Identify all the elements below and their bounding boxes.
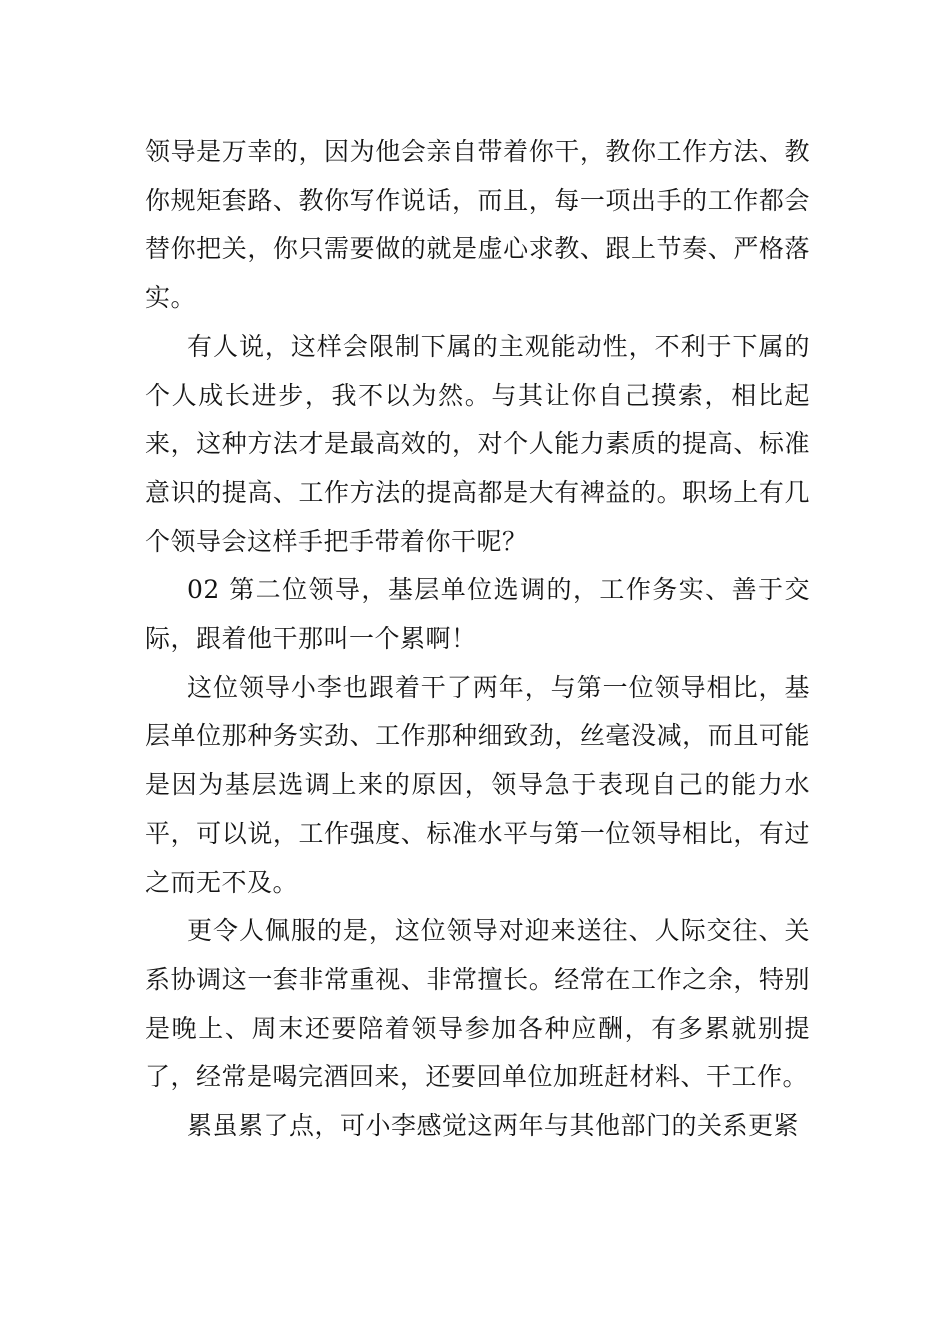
- paragraph-3: 02 第二位领导，基层单位选调的，工作务实、善于交际，跟着他干那叫一个累啊！: [145, 575, 810, 654]
- paragraph-5: 更令人佩服的是，这位领导对迎来送往、人际交往、关系协调这一套非常重视、非常擅长。经常在工作之余，特别是晚上、周末还要陪着领导参加各种应酬，有多累就别提了，经常是喝完酒回来，还要回单位加班赶材料、干工作。: [145, 916, 810, 1092]
- paragraph-4: 这位领导小李也跟着干了两年，与第一位领导相比，基层单位那种务实劲、工作那种细致劲，丝毫没减，而且可能是因为基层选调上来的原因，领导急于表现自己的能力水平，可以说，工作强度、标准水平与第一位领导相比，有过之而无不及。: [145, 672, 810, 897]
- paragraph-6: 累虽累了点，可小李感觉这两年与其他部门的关系更紧: [187, 1111, 800, 1141]
- paragraph-1: 领导是万幸的，因为他会亲自带着你干，教你工作方法、教你规矩套路、教你写作说话，而且，每一项出手的工作都会替你把关，你只需要做的就是虚心求教、跟上节奏、严格落实。: [145, 137, 810, 313]
- document-body: [145, 128, 810, 1151]
- paragraph-2: 有人说，这样会限制下属的主观能动性，不利于下属的个人成长进步，我不以为然。与其让你自己摸索，相比起来，这种方法才是最高效的，对个人能力素质的提高、标准意识的提高、工作方法的提高都是大有裨益的。职场上有几个领导会这样手把手带着你干呢？: [145, 331, 810, 556]
